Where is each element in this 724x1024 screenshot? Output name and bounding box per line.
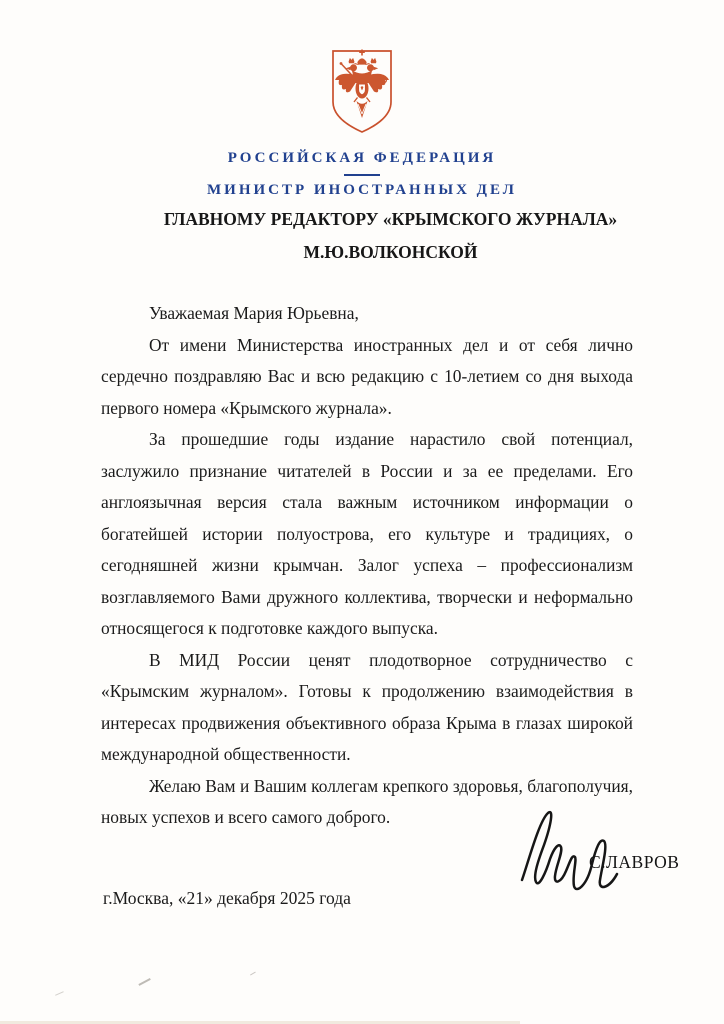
letterhead — [0, 46, 724, 199]
addressee-line-2: М.Ю.ВОЛКОНСКОЙ — [303, 242, 478, 262]
signature-block — [515, 806, 690, 896]
scan-speck — [250, 972, 256, 976]
minister-title: МИНИСТР ИНОСТРАННЫХ ДЕЛ — [207, 182, 517, 198]
paragraph: За прошедшие годы издание нарастило свой потенциал, заслужило признание читателей в России и за ее пределами. Его англоязычная версия стала важным источником информации о богатейшей истории полуострова, его культуре и традициях, о сегодняшней жизни крымчан. Залог успеха – профессионализм возглавляемого Вами дружного коллектива, творчески и неформально относящегося к подготовке каждого выпуска. — [101, 429, 633, 638]
letter-body — [101, 298, 633, 834]
paragraph: От имени Министерства иностранных дел и от себя лично сердечно поздравляю Вас и всю редакцию с 10-летием со дня выхода первого номера «Крымского журнала». — [101, 334, 633, 418]
russia-coat-of-arms-icon — [324, 46, 400, 136]
scan-speck — [138, 978, 150, 986]
letterhead-divider — [344, 174, 380, 176]
addressee-line-1: ГЛАВНОМУ РЕДАКТОРУ «КРЫМСКОГО ЖУРНАЛА» — [163, 209, 618, 229]
dateline: г.Москва, «21» декабря 2025 года — [103, 888, 351, 908]
signer-name: С.ЛАВРОВ — [589, 852, 680, 872]
country-title: РОССИЙСКАЯ ФЕДЕРАЦИЯ — [227, 150, 497, 166]
salutation: Уважаемая Мария Юрьевна, — [149, 303, 359, 323]
handwritten-signature-icon — [515, 806, 627, 894]
scan-speck — [55, 991, 64, 996]
paragraph: В МИД России ценят плодотворное сотрудничество с «Крымским журналом». Готовы к продолжению взаимодействия в интересах продвижения объективного образа Крыма в глазах широкой международной общественности. — [101, 649, 633, 764]
addressee-block — [105, 203, 676, 269]
paragraph: Желаю Вам и Вашим коллегам крепкого здоровья, благополучия, новых успехов и всего самого доброго. — [101, 775, 633, 827]
